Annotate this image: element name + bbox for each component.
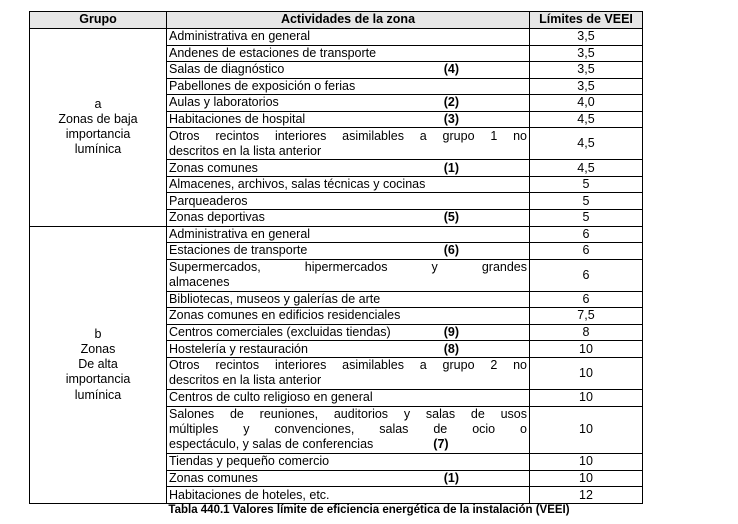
veei-limit-value: 3,5 bbox=[530, 78, 643, 95]
activity-text-line bbox=[169, 373, 527, 388]
veei-limit-value: 4,0 bbox=[530, 95, 643, 112]
activity-text-line bbox=[169, 437, 527, 452]
activity-cell bbox=[167, 45, 530, 62]
activity-cell bbox=[167, 160, 530, 177]
veei-limit-value: 7,5 bbox=[530, 308, 643, 325]
veei-limit-value: 5 bbox=[530, 193, 643, 210]
veei-limit-value: 6 bbox=[530, 291, 643, 308]
activity-text: Salas de diagnóstico bbox=[169, 62, 285, 77]
activity-cell bbox=[167, 259, 530, 291]
group-label-line: Zonas bbox=[80, 341, 116, 356]
activity-text: Supermercados, hipermercados y grandes bbox=[169, 259, 527, 274]
veei-limit-value: 10 bbox=[530, 406, 643, 454]
activity-cell bbox=[167, 357, 530, 389]
activity-cell bbox=[167, 308, 530, 325]
activity-text: Parqueaderos bbox=[169, 193, 248, 208]
table-body bbox=[30, 29, 643, 504]
activity-text: Tiendas y pequeño comercio bbox=[169, 454, 330, 469]
activity-text: Administrativa en general bbox=[169, 29, 311, 44]
table-row bbox=[30, 29, 643, 46]
veei-limit-value: 10 bbox=[530, 470, 643, 487]
activity-text: Centros de culto religioso en general bbox=[169, 390, 373, 405]
footnote-ref: (1) bbox=[443, 160, 459, 175]
activity-text-line bbox=[169, 358, 527, 373]
activity-text: Aulas y laboratorios bbox=[169, 95, 279, 110]
activity-text: descritos en la lista anterior bbox=[169, 373, 322, 388]
activity-text: Habitaciones de hospital bbox=[169, 111, 306, 126]
veei-table bbox=[29, 11, 643, 504]
veei-limit-value: 6 bbox=[530, 226, 643, 243]
header-activity: Actividades de la zona bbox=[167, 12, 530, 29]
activity-text: Zonas comunes en edificios residenciales bbox=[169, 308, 401, 323]
activity-cell bbox=[167, 470, 530, 487]
activity-text: descritos en la lista anterior bbox=[169, 143, 322, 158]
activity-text: Salones de reuniones, auditorios y salas de usos bbox=[169, 407, 527, 422]
activity-text: Habitaciones de hoteles, etc. bbox=[169, 487, 330, 502]
activity-cell bbox=[167, 62, 530, 79]
veei-limit-value: 10 bbox=[530, 341, 643, 358]
veei-limit-value: 4,5 bbox=[530, 128, 643, 160]
activity-text: Zonas comunes bbox=[169, 160, 258, 175]
activity-text-line bbox=[169, 260, 527, 275]
group-label-line: b bbox=[94, 326, 102, 341]
activity-cell bbox=[167, 487, 530, 504]
header-limit: Límites de VEEI bbox=[530, 12, 643, 29]
group-label-line: lumínica bbox=[74, 387, 122, 402]
activity-text: Otros recintos interiores asimilables a grupo 2 no bbox=[169, 358, 527, 373]
activity-cell bbox=[167, 291, 530, 308]
activity-text: almacenes bbox=[169, 275, 230, 290]
footnote-ref: (9) bbox=[443, 324, 459, 339]
veei-limit-value: 5 bbox=[530, 210, 643, 227]
veei-limit-value: 10 bbox=[530, 454, 643, 471]
activity-text: Estaciones de transporte bbox=[169, 243, 308, 258]
activity-text: Bibliotecas, museos y galerías de arte bbox=[169, 291, 381, 306]
activity-text: Centros comerciales (excluidas tiendas) bbox=[169, 324, 391, 339]
footnote-ref: (7) bbox=[433, 437, 449, 452]
activity-text: múltiples y convenciones, salas de ocio o bbox=[169, 422, 527, 437]
footnote-ref: (6) bbox=[443, 243, 459, 258]
footnote-ref: (5) bbox=[443, 210, 459, 225]
veei-limit-value: 3,5 bbox=[530, 45, 643, 62]
activity-text-line bbox=[169, 275, 527, 290]
activity-text: Almacenes, archivos, salas técnicas y cocinas bbox=[169, 177, 426, 192]
activity-cell bbox=[167, 389, 530, 406]
activity-text: Administrativa en general bbox=[169, 226, 311, 241]
activity-cell bbox=[167, 193, 530, 210]
veei-limit-value: 6 bbox=[530, 243, 643, 260]
group-label-line: a bbox=[94, 96, 102, 111]
group-label-line: lumínica bbox=[74, 142, 122, 157]
group-label-line: importancia bbox=[65, 372, 131, 387]
activity-text-line bbox=[169, 144, 527, 159]
veei-limit-value: 3,5 bbox=[530, 29, 643, 46]
activity-cell bbox=[167, 128, 530, 160]
footnote-ref: (3) bbox=[443, 111, 459, 126]
group-label bbox=[30, 29, 167, 227]
activity-text: espectáculo, y salas de conferencias bbox=[169, 437, 374, 452]
table-caption: Tabla 440.1 Valores límite de eficiencia energética de la instalación (VEEI) bbox=[168, 504, 570, 516]
activity-cell bbox=[167, 29, 530, 46]
veei-limit-value: 4,5 bbox=[530, 160, 643, 177]
header-group: Grupo bbox=[30, 12, 167, 29]
activity-cell bbox=[167, 95, 530, 112]
activity-text: Hostelería y restauración bbox=[169, 341, 308, 356]
activity-text: Andenes de estaciones de transporte bbox=[169, 45, 377, 60]
group-label-line: Zonas de baja bbox=[58, 112, 138, 127]
group-label bbox=[30, 226, 167, 503]
footnote-ref: (1) bbox=[443, 470, 459, 485]
activity-text: Otros recintos interiores asimilables a grupo 1 no bbox=[169, 128, 527, 143]
activity-cell bbox=[167, 176, 530, 193]
activity-cell bbox=[167, 324, 530, 341]
group-label-line: importancia bbox=[65, 127, 131, 142]
footnote-ref: (4) bbox=[443, 62, 459, 77]
activity-cell bbox=[167, 406, 530, 454]
veei-limit-value: 10 bbox=[530, 357, 643, 389]
activity-text: Pabellones de exposición o ferias bbox=[169, 78, 356, 93]
veei-limit-value: 3,5 bbox=[530, 62, 643, 79]
activity-text: Zonas comunes bbox=[169, 470, 258, 485]
activity-cell bbox=[167, 226, 530, 243]
table-row bbox=[30, 226, 643, 243]
activity-cell bbox=[167, 210, 530, 227]
veei-limit-value: 4,5 bbox=[530, 111, 643, 128]
activity-text-line bbox=[169, 129, 527, 144]
activity-text-line bbox=[169, 407, 527, 422]
veei-limit-value: 5 bbox=[530, 176, 643, 193]
activity-cell bbox=[167, 454, 530, 471]
group-label-line: De alta bbox=[78, 357, 118, 372]
veei-limit-value: 6 bbox=[530, 259, 643, 291]
header-row bbox=[30, 12, 643, 29]
activity-text: Zonas deportivas bbox=[169, 210, 265, 225]
veei-limit-value: 12 bbox=[530, 487, 643, 504]
veei-limit-value: 8 bbox=[530, 324, 643, 341]
activity-cell bbox=[167, 243, 530, 260]
activity-cell bbox=[167, 341, 530, 358]
veei-limit-value: 10 bbox=[530, 389, 643, 406]
footnote-ref: (8) bbox=[443, 341, 459, 356]
activity-cell bbox=[167, 78, 530, 95]
footnote-ref: (2) bbox=[443, 95, 459, 110]
activity-cell bbox=[167, 111, 530, 128]
activity-text-line bbox=[169, 422, 527, 437]
